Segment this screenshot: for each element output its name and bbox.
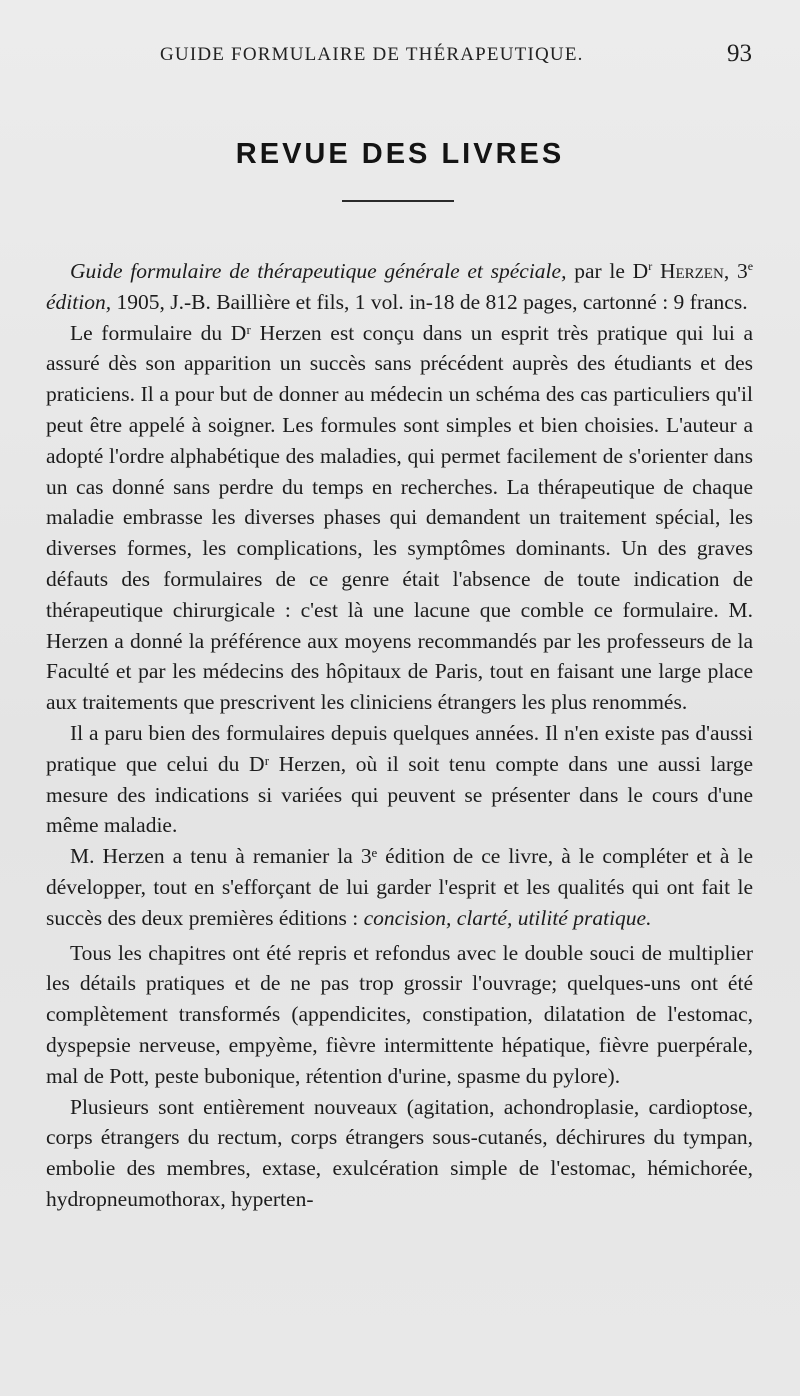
paragraph-4: Tous les chapitres ont été repris et refondus avec le double souci de multiplier les détails pratiques et de ne pas trop grossir l'ouvrage; quelques-uns ont été complètement transformés (appendicites, constipation, dilatation de l'estomac, dyspepsie nerveuse, empyème, fièvre intermittente hépatique, fièvre puerpérale, mal de Pott, peste bubonique, rétention d'urine, spasme du pylore).: [46, 940, 753, 1088]
author-name: Herzen: [659, 259, 724, 283]
review-body: [46, 256, 753, 1215]
edition-sup: e: [747, 259, 754, 273]
paragraph-3-lead: M. Herzen a tenu à remanier la 3ᵉ édition de ce livre, à le compléter et à le développer, tout en s'efforçant de lui garder l'esprit et les qualités qui ont fait le succès des deux premières éditions :: [46, 844, 753, 930]
paragraph-2: Il a paru bien des formulaires depuis quelques années. Il n'en existe pas d'aussi pratique que celui du Dʳ Herzen, où il soit tenu compte dans une aussi large mesure des indications si variées qui peuvent se présenter dans le cours d'une même maladie.: [46, 720, 753, 838]
paragraph-3-qualities: concision, clarté, utilité pratique.: [363, 905, 652, 930]
paragraph-5: Plusieurs sont entièrement nouveaux (agitation, achondroplasie, cardioptose, corps étrangers du rectum, corps étrangers sous-cutanés, déchirures du tympan, embolie des membres, extase, exulcération simple de l'estomac, hémichorée, hydropneumothorax, hyperten-: [46, 1094, 753, 1211]
heading-rule: [342, 200, 454, 202]
citation-by: par le: [574, 259, 625, 283]
paragraph-1: Le formulaire du Dʳ Herzen est conçu dans un esprit très pratique qui lui a assuré dès son apparition un succès sans précédent auprès des étudiants et des praticiens. Il a pour but de donner au médecin un schéma des cas particuliers qu'il peut être appelé à soigner. Les formules sont simples et bien choisies. L'auteur a adopté l'ordre alphabétique des maladies, qui permet facilement de s'orienter dans un cas donné sans perdre du temps en recherches. La thérapeutique de chaque maladie embrasse les diverses phases qui demandent un traitement spécial, les diverses formes, les complications, les symptômes dominants. Un des graves défauts des formulaires de ce genre était l'absence de toute indication de thérapeutique chirurgicale : c'est là une lacune que comble ce formulaire. M. Herzen a donné la préférence aux moyens recommandés par les professeurs de la Faculté et par les médecins des hôpitaux de Paris, tout en faisant une large place aux traitements que prescrivent les cliniciens étrangers les plus renommés.: [46, 320, 753, 715]
citation-dr-sup: r: [648, 259, 653, 273]
running-title: GUIDE FORMULAIRE DE THÉRAPEUTIQUE.: [160, 44, 584, 65]
book-title: Guide formulaire de thérapeutique générale et spéciale,: [70, 259, 567, 283]
book-citation: Guide formulaire de thérapeutique générale et spéciale, par le $D^r$ Herzen, 3e édition, 1905, J.-B. Baillière et fils, 1 vol. in-18 de 812 pages, cartonné : 9 francs.: [46, 259, 754, 314]
page-number: 93: [727, 40, 752, 67]
section-heading: REVUE DES LIVRES: [235, 138, 565, 170]
running-head: [0, 40, 800, 76]
publication-details: 1905, J.-B. Baillière et fils, 1 vol. in-18 de 812 pages, cartonné : 9 francs.: [116, 289, 748, 314]
edition-label: édition,: [46, 289, 112, 314]
citation-dr: D: [632, 259, 649, 283]
edition-number: 3: [736, 259, 748, 283]
paragraph-3: [46, 841, 753, 933]
